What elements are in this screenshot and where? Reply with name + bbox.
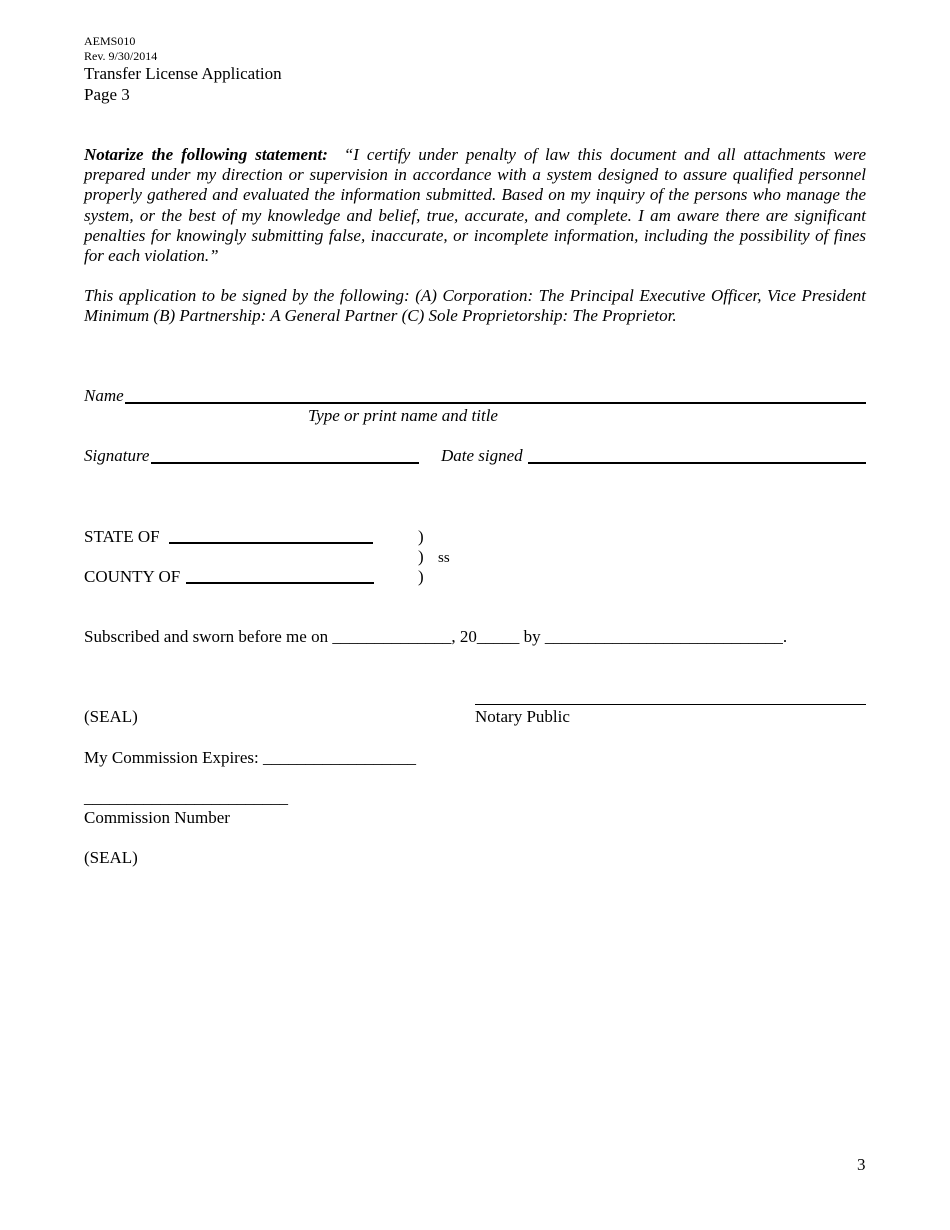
commission-number-line: ________________________	[84, 788, 288, 807]
seal-label-1: (SEAL)	[84, 707, 138, 726]
subscribed-sworn-line: Subscribed and sworn before me on ______________, 20_____ by ____________________________.	[84, 627, 788, 646]
page-label: Page 3	[84, 85, 130, 104]
paren-bottom: )	[418, 567, 424, 586]
commission-expires: My Commission Expires: __________________	[84, 748, 416, 767]
date-signed-label: Date signed	[441, 446, 523, 465]
certification-statement	[84, 145, 866, 266]
revision-date: Rev. 9/30/2014	[84, 49, 158, 63]
seal-label-2: (SEAL)	[84, 848, 138, 867]
state-label: STATE OF	[84, 527, 160, 546]
statement-lead: Notarize the following statement:	[84, 145, 328, 164]
county-label: COUNTY OF	[84, 567, 181, 586]
commission-number-label: Commission Number	[84, 808, 230, 827]
ss-mark: ss	[438, 550, 450, 566]
name-field-line[interactable]	[125, 402, 866, 404]
signers-note: This application to be signed by the following: (A) Corporation: The Principal Executive Officer, Vice President Minimum (B) Partnership: A General Partner (C) Sole Proprietorship: The Proprietor.	[84, 286, 866, 326]
name-caption: Type or print name and title	[308, 406, 498, 425]
name-label: Name	[84, 386, 124, 405]
signature-label: Signature	[84, 446, 150, 465]
date-signed-field-line[interactable]	[528, 462, 866, 464]
page-number: 3	[857, 1155, 866, 1174]
state-field-line[interactable]	[169, 542, 373, 544]
document-title: Transfer License Application	[84, 64, 282, 83]
notary-public-label: Notary Public	[475, 707, 570, 726]
signature-field-line[interactable]	[151, 462, 419, 464]
statement-text: “I certify under penalty of law this document and all attachments were prepared under my direction or supervision in accordance with a system designed to assure qualified personnel properly gathered and evaluated the information submitted. Based on my inquiry of the persons who manage the system, or the best of my knowledge and belief, true, accurate, and complete. I am aware there are significant penalties for knowingly submitting false, inaccurate, or incomplete information, including the possibility of fines for each violation.”	[84, 145, 866, 266]
paren-top: )	[418, 527, 424, 546]
county-field-line[interactable]	[186, 582, 374, 584]
form-code: AEMS010	[84, 34, 136, 48]
paren-mid: )	[418, 547, 424, 566]
notary-signature-line[interactable]	[475, 704, 866, 705]
